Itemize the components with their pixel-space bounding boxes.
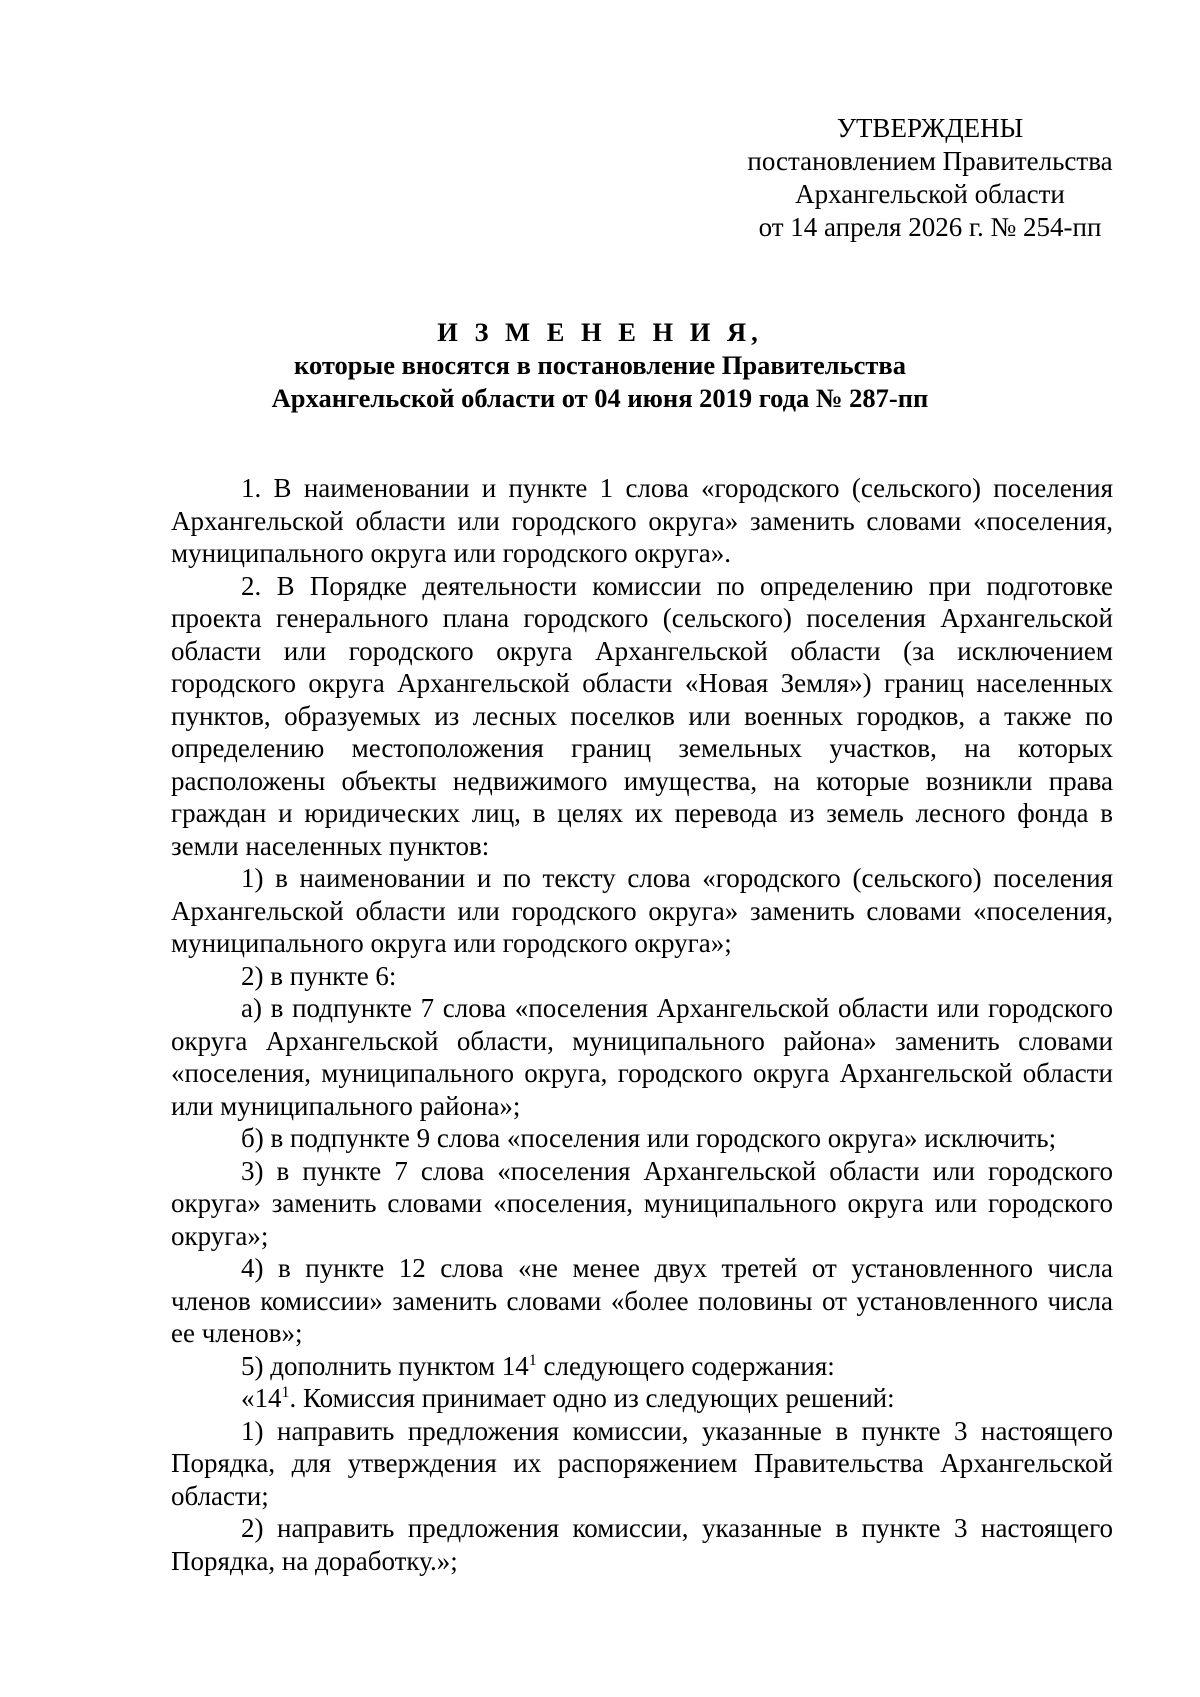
approval-stamp xyxy=(700,112,1160,244)
clause-14-1-superscript: 1 xyxy=(281,1384,290,1401)
paragraph-2-item-2b: б) в подпункте 9 слова «поселения или городского округа» исключить; xyxy=(241,1123,1057,1153)
paragraph-2-item-2a: а) в подпункте 7 слова «поселения Архангельской области или городского округа Архангельской области, муниципального района» заменить словами «поселения, муниципального округа, городского округа Архангельской области или муниципального района»; xyxy=(171,993,1113,1121)
item-5-text-start: 5) дополнить пунктом 14 xyxy=(241,1350,529,1381)
paragraph-2-item-2: 2) в пункте 6: xyxy=(241,960,397,991)
heading-subtitle-1: которые вносятся в постановление Правительства xyxy=(294,350,906,380)
document-body xyxy=(171,472,1113,1577)
item-5-text-end: следующего содержания: xyxy=(536,1350,835,1381)
paragraph-2-item-3: 3) в пункте 7 слова «поселения Архангельской области или городского округа» заменить словами «поселения, муниципального округа или городского округа»; xyxy=(171,1155,1113,1251)
approval-line-date: от 14 апреля 2026 г. № 254-пп xyxy=(758,212,1102,242)
clause-14-1-number: «14 xyxy=(241,1383,282,1413)
approval-title: УТВЕРЖДЕНЫ xyxy=(836,113,1024,143)
new-clause-14-1 xyxy=(171,1382,1113,1415)
paragraph-1: 1. В наименовании и пункте 1 слова «городского (сельского) поселения Архангельской области или городского округа» заменить словами «поселения, муниципального округа или городского округа». xyxy=(171,473,1113,568)
approval-line-region: Архангельской области xyxy=(795,179,1065,209)
clause-14-1-option-1: 1) направить предложения комиссии, указанные в пункте 3 настоящего Порядка, для утверждения их распоряжением Правительства Архангельской области; xyxy=(171,1415,1113,1511)
paragraph-2: 2. В Порядке деятельности комиссии по определению при подготовке проекта генерального плана городского (сельского) поселения Архангельской области или городского округа Архангельской области (за исключением городского округа Архангельской области «Новая Земля») границ населенных пунктов, образуемых из лесных поселков или военных городков, а также по определению местоположения границ земельных участков, на которых расположены объекты недвижимого имущества, на которые возникли права граждан и юридических лиц, в целях их перевода из земель лесного фонда в земли населенных пунктов: xyxy=(171,570,1113,861)
paragraph-2-item-1: 1) в наименовании и по тексту слова «городского (сельского) поселения Архангельской области или городского округа» заменить словами «поселения, муниципального округа или городского округа»; xyxy=(171,863,1113,958)
item-5-superscript: 1 xyxy=(528,1351,537,1369)
heading-subtitle-2: Архангельской области от 04 июня 2019 года № 287-пп xyxy=(271,383,929,413)
paragraph-2-item-4: 4) в пункте 12 слова «не менее двух третей от установленного числа членов комиссии» заменить словами «более половины от установленного числа ее членов»; xyxy=(171,1253,1113,1348)
approval-line-resolution: постановлением Правительства xyxy=(747,146,1113,176)
clause-14-1-text: . Комиссия принимает одно из следующих решений: xyxy=(289,1383,895,1413)
heading-title: И З М Е Н Е Н И Я, xyxy=(437,317,763,347)
paragraph-2-item-5 xyxy=(171,1350,1113,1383)
document-heading xyxy=(170,316,1030,415)
clause-14-1-option-2: 2) направить предложения комиссии, указанные в пункте 3 настоящего Порядка, на доработку.»; xyxy=(171,1513,1113,1576)
